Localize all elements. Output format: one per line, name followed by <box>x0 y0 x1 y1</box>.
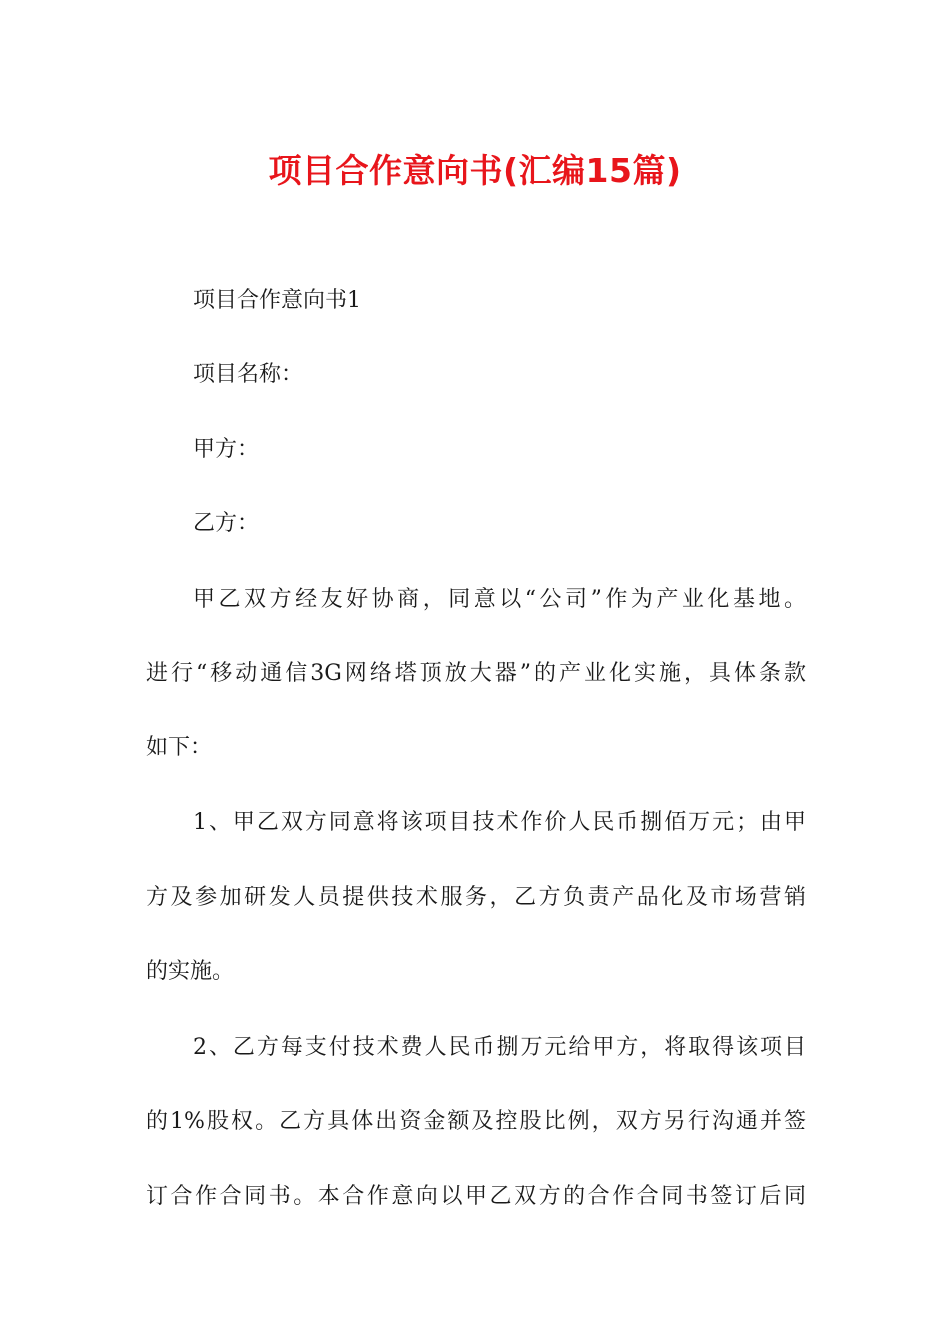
paragraph-line: 方及参加研发人员提供技术服务，乙方负责产品化及市场营销 <box>146 885 806 910</box>
section-heading: 项目合作意向书1 <box>193 288 361 313</box>
paragraph-line: 的实施。 <box>146 959 235 984</box>
party-b-field: 乙方： <box>193 511 260 536</box>
paragraph-line: 的1%股权。乙方具体出资金额及控股比例，双方另行沟通并签 <box>146 1109 806 1134</box>
paragraph-line: 1、甲乙双方同意将该项目技术作价人民币捌佰万元；由甲 <box>193 810 806 835</box>
paragraph-line: 订合作合同书。本合作意向以甲乙双方的合作合同书签订后同 <box>146 1184 806 1209</box>
party-a-field: 甲方： <box>193 437 260 462</box>
paragraph-line: 2、乙方每支付技术费人民币捌万元给甲方，将取得该项目 <box>193 1035 806 1060</box>
paragraph-line: 甲乙双方经友好协商，同意以“公司”作为产业化基地。 <box>193 587 806 612</box>
document-title: 项目合作意向书(汇编15篇) <box>268 151 682 190</box>
paragraph-line: 如下： <box>146 735 213 760</box>
paragraph-line: 进行“移动通信3G网络塔顶放大器”的产业化实施，具体条款 <box>146 661 806 686</box>
project-name-field: 项目名称： <box>193 362 304 387</box>
